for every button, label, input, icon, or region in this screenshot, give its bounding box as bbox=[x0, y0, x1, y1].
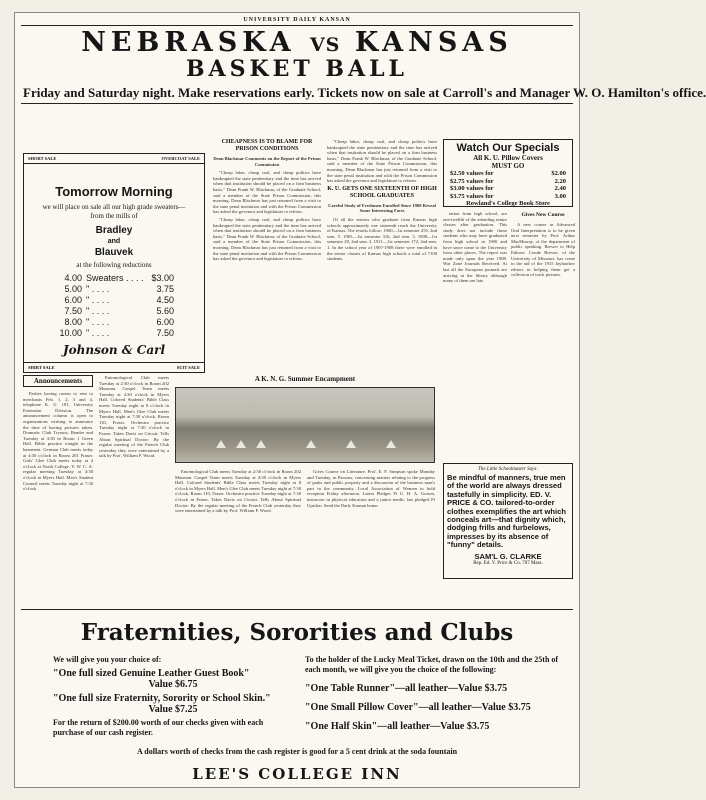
right-col-ad-head: Gives New Course bbox=[521, 212, 565, 218]
specials-store: Rowland's College Book Store bbox=[466, 200, 550, 207]
mid-lower-right bbox=[307, 469, 435, 579]
specials-price: 2.20 bbox=[554, 177, 566, 185]
shirt-sale-label: SHIRT SALE bbox=[28, 365, 55, 370]
price-label: Sweaters . . . . bbox=[86, 273, 144, 283]
cheapness-body-2: "Cheap labor, cheap coal, and cheap politics have bankrupted the state penitentiary and the time has arrived when that institution should be placed on a firm business basis," Dean Frank W. Blackmar, of the Graduate School, said a member of the State Prison Commission, this morning. Dean Blackmar has just returned from a visit to the state penal institution and with the Prison Commission has asked the governor and legislature to reform. bbox=[213, 216, 321, 262]
overcoat-sale-label: OVERCOAT SALE bbox=[161, 156, 200, 161]
clubs-ad-title: Fraternities, Sororities and Clubs bbox=[80, 619, 514, 646]
price-from: 10.00 bbox=[59, 328, 82, 338]
team1: NEBRASKA bbox=[81, 27, 296, 58]
price-from: 4.00 bbox=[64, 273, 82, 283]
vs-label: VS bbox=[309, 34, 341, 56]
clubs-ad-left bbox=[53, 655, 293, 738]
price-to: 6.00 bbox=[156, 317, 174, 327]
specials-label: $3.75 values for bbox=[450, 192, 494, 200]
sweater-price-row bbox=[54, 328, 204, 339]
clarke-ad-head: The Little Schoolmaster Says: bbox=[478, 467, 538, 472]
sweater-price-row bbox=[54, 273, 204, 284]
tent-shape bbox=[256, 440, 266, 448]
kugets-headline: K. U. GETS ONE SIXTEENTH OF HIGH SCHOOL GRADUATES bbox=[327, 185, 437, 199]
brand-and: and bbox=[107, 238, 121, 245]
clubs-ad-right bbox=[305, 655, 565, 734]
ad-divider-rule bbox=[21, 609, 573, 610]
team2: KANSAS bbox=[354, 27, 513, 58]
specials-price: $2.00 bbox=[551, 170, 566, 177]
clubs-footnote: A dollars worth of checks from the cash register is good for a 5 cent drink at the soda fountain bbox=[136, 747, 458, 756]
masthead: UNIVERSITY DAILY KANSAN bbox=[243, 17, 351, 23]
price-to: 5.60 bbox=[156, 306, 174, 316]
kugets-body: Of all the seniors who graduate from Kansas high schools approximately one sixteenth reach the University of Kansas. The results follow: 1900—1st semester 255, 2nd sem. 5. 1905—1st semester 316, 2nd sem. 3. 1908—1st semester 29, 2nd sem. 3. 1911—1st semester 172, 2nd sem. 1. In the school year of 1907-1908 there were enrolled in the senior classes of Kansas high schools a total of 7100 students. bbox=[327, 216, 437, 262]
sweater-price-row bbox=[54, 284, 204, 295]
tent-shape bbox=[346, 440, 356, 448]
sweater-price-row bbox=[54, 306, 204, 317]
suit-sale-label: SUIT SALE bbox=[176, 365, 200, 370]
mid-lower-left-body: Entomological Club meets Tuesday at 2:30 o'clock in Room 202 Museum. Gospel Team meets Tuesday at 4:30 o'clock in Myers Hall. Colored Students' Bible Class meets Tuesday night at 8 o'clock in Myers Hall. Men's Glee Club meets Tuesday night at 7:30 o'clock, Room 110, Fraser. Orchestra practice Tuesday night at 7:30 o'clock in Fraser. Takes Davis on Circuit. Tells About Spiritual Doctor: By the regular meeting of the French Club yesterday they were entertained by a talk by Prof. William P. Wood. bbox=[175, 469, 301, 514]
offer-text: "One full size Fraternity, Sorority or School Skin." bbox=[53, 693, 271, 704]
mid-lower-right-body: Gives Course on Literature. Prof. E. F. Simpson spoke Monday and Tuesday, in Parsons, concerning matters relating to the progress of parks and public property and a discussion of the business man's part in the community. Local Association of Women to hold reception Friday afternoon. Latest Pledges Pi U. H. A. Gorton, instructor in physical education and a junior medic, has pledged Pi Upsilon. Send the Daily Kansan home. bbox=[307, 469, 435, 508]
specials-row bbox=[450, 170, 566, 178]
clubs-right-offer: "One Small Pillow Cover"—all leather—Value $3.75 bbox=[305, 702, 531, 713]
price-from: 5.00 bbox=[64, 284, 82, 294]
price-label: " . . . . bbox=[86, 284, 110, 294]
sweater-price-row bbox=[54, 295, 204, 306]
right-col-ad-body: A new course in Advanced Oral Interpretation is to be given next semester by Prof. Arthur MacMurray, of the department of public speaking. Brewer to Help Editors: Conde Brewer, of the University of Missouri, has come to the aid of the 1915 Jayhawker editors in helping them get a collection of track pictures. bbox=[511, 222, 575, 278]
sweater-ad-top bbox=[24, 154, 204, 164]
specials-ad bbox=[443, 139, 573, 207]
price-label: " . . . . bbox=[86, 295, 110, 305]
brand-blauvek: Blauvek bbox=[94, 247, 134, 258]
clarke-ad-address: Rep. Ed. V. Price & Co. 707 Mass. bbox=[473, 560, 543, 566]
events-body: Entomological Club meets Tuesday at 2:30 o'clock in Room 202 Museum. Gospel Team meets Tuesday at 4:30 o'clock in Myers Hall. Colored Students' Bible Class meets Tuesday night at 8 o'clock in Myers Hall. Men's Glee Club meets Tuesday night at 7:30 o'clock, Room 110, Fraser. Orchestra practice Tuesday night at 7:30 o'clock in Fraser. Takes Davis on Circuit. Tells About Spiritual Doctor: By the regular meeting of the French Club yesterday they were entertained by a talk by Prof. William P. Wood. bbox=[99, 375, 169, 459]
specials-label: $2.50 values for bbox=[450, 170, 494, 177]
price-label: " . . . . bbox=[86, 306, 110, 316]
clubs-left-outro: For the return of $200.00 worth of our checks given with each purchase of our cash register. bbox=[53, 718, 264, 737]
price-label: " . . . . bbox=[86, 328, 110, 338]
price-to: 3.75 bbox=[156, 284, 174, 294]
right-col-body: tation from high school, are one-twelfth of the attending senior classes after graduation. This study does not include those students who may have graduated from high school in 1900 and have since come to the University from other places. The report was made only upon the year 1908. War Zone Journals Received. At last all the European journals are arriving at the library although many of them are late. bbox=[443, 211, 507, 284]
reductions-label: at the following reductions bbox=[76, 261, 152, 269]
clubs-right-intro: To the holder of the Lucky Meal Ticket, drawn on the 10th and the 25th of each month, we will give you the choice of the following: bbox=[305, 655, 559, 674]
right-col-ad bbox=[511, 211, 575, 361]
lees-college-inn: LEE'S COLLEGE INN bbox=[192, 765, 402, 783]
clarke-ad-name: SAM'L G. CLARKE bbox=[474, 551, 542, 561]
headline-event: BASKET BALL bbox=[185, 56, 409, 82]
price-label: " . . . . bbox=[86, 317, 110, 327]
mid-lower-left bbox=[175, 469, 301, 579]
cheapness-headline: CHEAPNESS IS TO BLAME FOR PRISON CONDITIONS bbox=[221, 139, 313, 152]
brand-bradley: Bradley bbox=[95, 225, 133, 236]
tent-shape bbox=[236, 440, 246, 448]
photo-caption: A K. N. G. Summer Encampment bbox=[254, 375, 356, 383]
price-from: 6.00 bbox=[64, 295, 82, 305]
clubs-right-offer: "One Half Skin"—all leather—Value $3.75 bbox=[305, 721, 490, 732]
sweater-ad-headline: Tomorrow Morning bbox=[55, 184, 173, 199]
sweater-price-list bbox=[54, 273, 204, 339]
offer-value: Value $7.25 bbox=[148, 704, 198, 715]
announcements-body: Parties having rooms to rent to merchants Feb. 1, 2, 3 and 4, telephone K. U. 181, University Extension Division. The announcement column is open to organizations wishing to announce the time of having pictures taken. Dramatic Club Tryouts, Bender and Tuesday at 4:30 in Room 1 Green Hall. Bible practice tonight in the basement. German Club meets today at 4:30 o'clock in Room 201 Fraser. Girls' Glee Club meets today at 4 o'clock at North College. Y. W. C. A. regular meeting Tuesday at 4:30 o'clock in Myers Hall. Men's Student Council meets Tuesday night at 7:30 o'clock. bbox=[23, 391, 93, 492]
specials-price: 3.00 bbox=[554, 192, 566, 200]
kugets-article bbox=[327, 139, 437, 361]
announcements-body-wrap bbox=[23, 391, 93, 581]
sweater-ad bbox=[23, 153, 205, 373]
clubs-right-offer: "One Table Runner"—all leather—Value $3.75 bbox=[305, 683, 508, 694]
clubs-left-offer bbox=[53, 668, 293, 690]
clubs-left-offers bbox=[53, 668, 293, 715]
headline-teams bbox=[15, 27, 579, 58]
kugets-lead: "Cheap labor, cheap coal, and cheap politics have bankrupted the state penitentiary and the time has arrived when that institution should be placed on a firm business basis," Dean Frank W. Blackmar, of the Graduate School, said a member of the State Prison Commission, this morning. Dean Blackmar has just returned from a visit to the state penal institution and with the Prison Commission has asked the governor and legislature to reform. bbox=[327, 139, 437, 184]
specials-sub: All K. U. Pillow Covers bbox=[473, 154, 543, 162]
announcements-headline: Announcements bbox=[23, 375, 93, 387]
cheapness-subhead: Dean Blackmar Comments on the Report of the Prison Commission bbox=[213, 156, 321, 167]
price-to: $3.00 bbox=[151, 273, 174, 283]
kugets-subhead: Careful Study of Freshmen Enrolled Since 1900 Reveal Some Interesting Facts bbox=[328, 202, 436, 214]
specials-label: $3.00 values for bbox=[450, 185, 494, 192]
cheapness-article bbox=[213, 139, 321, 361]
price-from: 7.50 bbox=[64, 306, 82, 316]
price-to: 4.50 bbox=[156, 295, 174, 305]
specials-row bbox=[450, 193, 566, 201]
right-col-article bbox=[443, 211, 507, 361]
headline-tagline: Friday and Saturday night. Make reservations early. Tickets now on sale at Carroll's and Manager W. O. Hamilton's office. bbox=[23, 85, 706, 100]
clubs-left-intro: We will give you your choice of: bbox=[53, 655, 162, 664]
short-sale-label: SHORT SALE bbox=[28, 156, 57, 161]
header-rule bbox=[21, 103, 573, 104]
clubs-left-offer bbox=[53, 693, 293, 715]
tent-shape bbox=[216, 440, 226, 448]
newspaper-page bbox=[14, 12, 706, 788]
specials-row bbox=[450, 178, 566, 186]
specials-must: MUST GO bbox=[491, 162, 525, 170]
sweater-ad-body: we will place on sale all our high grade sweaters—from the mills of bbox=[42, 203, 186, 220]
brand-names bbox=[24, 225, 204, 258]
price-from: 8.00 bbox=[64, 317, 82, 327]
cheapness-body: "Cheap labor, cheap coal, and cheap politics have bankrupted the state penitentiary and the time has arrived when that institution should be placed on a firm business basis," Dean Frank W. Blackmar, of the Graduate School, said a member of the State Prison Commission, this morning. Dean Blackmar has just returned from a visit to the state penal institution and with the Prison Commission has asked the governor and legislature to reform. bbox=[213, 170, 321, 215]
masthead-rule bbox=[21, 25, 573, 26]
tent-shape bbox=[386, 440, 396, 448]
clarke-ad-body: Be mindful of manners, true men of the world are always dressed tastefully in simplicity. ED. V. PRICE & CO. tailored-to-order clothes exemplifies the art which conceals art—that dignity which, dodging frills and furbelows, impresses by its absence of "funny" details. bbox=[447, 473, 567, 550]
specials-label: $2.75 values for bbox=[450, 177, 494, 185]
tent-shape bbox=[306, 440, 316, 448]
offer-text: "One full sized Genuine Leather Guest Book" bbox=[53, 668, 250, 679]
specials-headline: Watch Our Specials bbox=[456, 142, 560, 154]
sweater-ad-bottom bbox=[24, 362, 204, 372]
specials-price: 2.40 bbox=[554, 185, 566, 192]
specials-list bbox=[444, 170, 572, 200]
events-column bbox=[99, 375, 169, 581]
sweater-price-row bbox=[54, 317, 204, 328]
specials-row bbox=[450, 185, 566, 193]
clarke-ad bbox=[443, 463, 573, 579]
offer-value: Value $6.75 bbox=[148, 679, 198, 690]
clubs-right-offers bbox=[305, 683, 565, 732]
price-to: 7.50 bbox=[156, 328, 174, 338]
encampment-photo bbox=[175, 387, 435, 463]
announcements-head-box bbox=[23, 375, 93, 389]
store-name: Johnson & Carl bbox=[62, 343, 165, 357]
